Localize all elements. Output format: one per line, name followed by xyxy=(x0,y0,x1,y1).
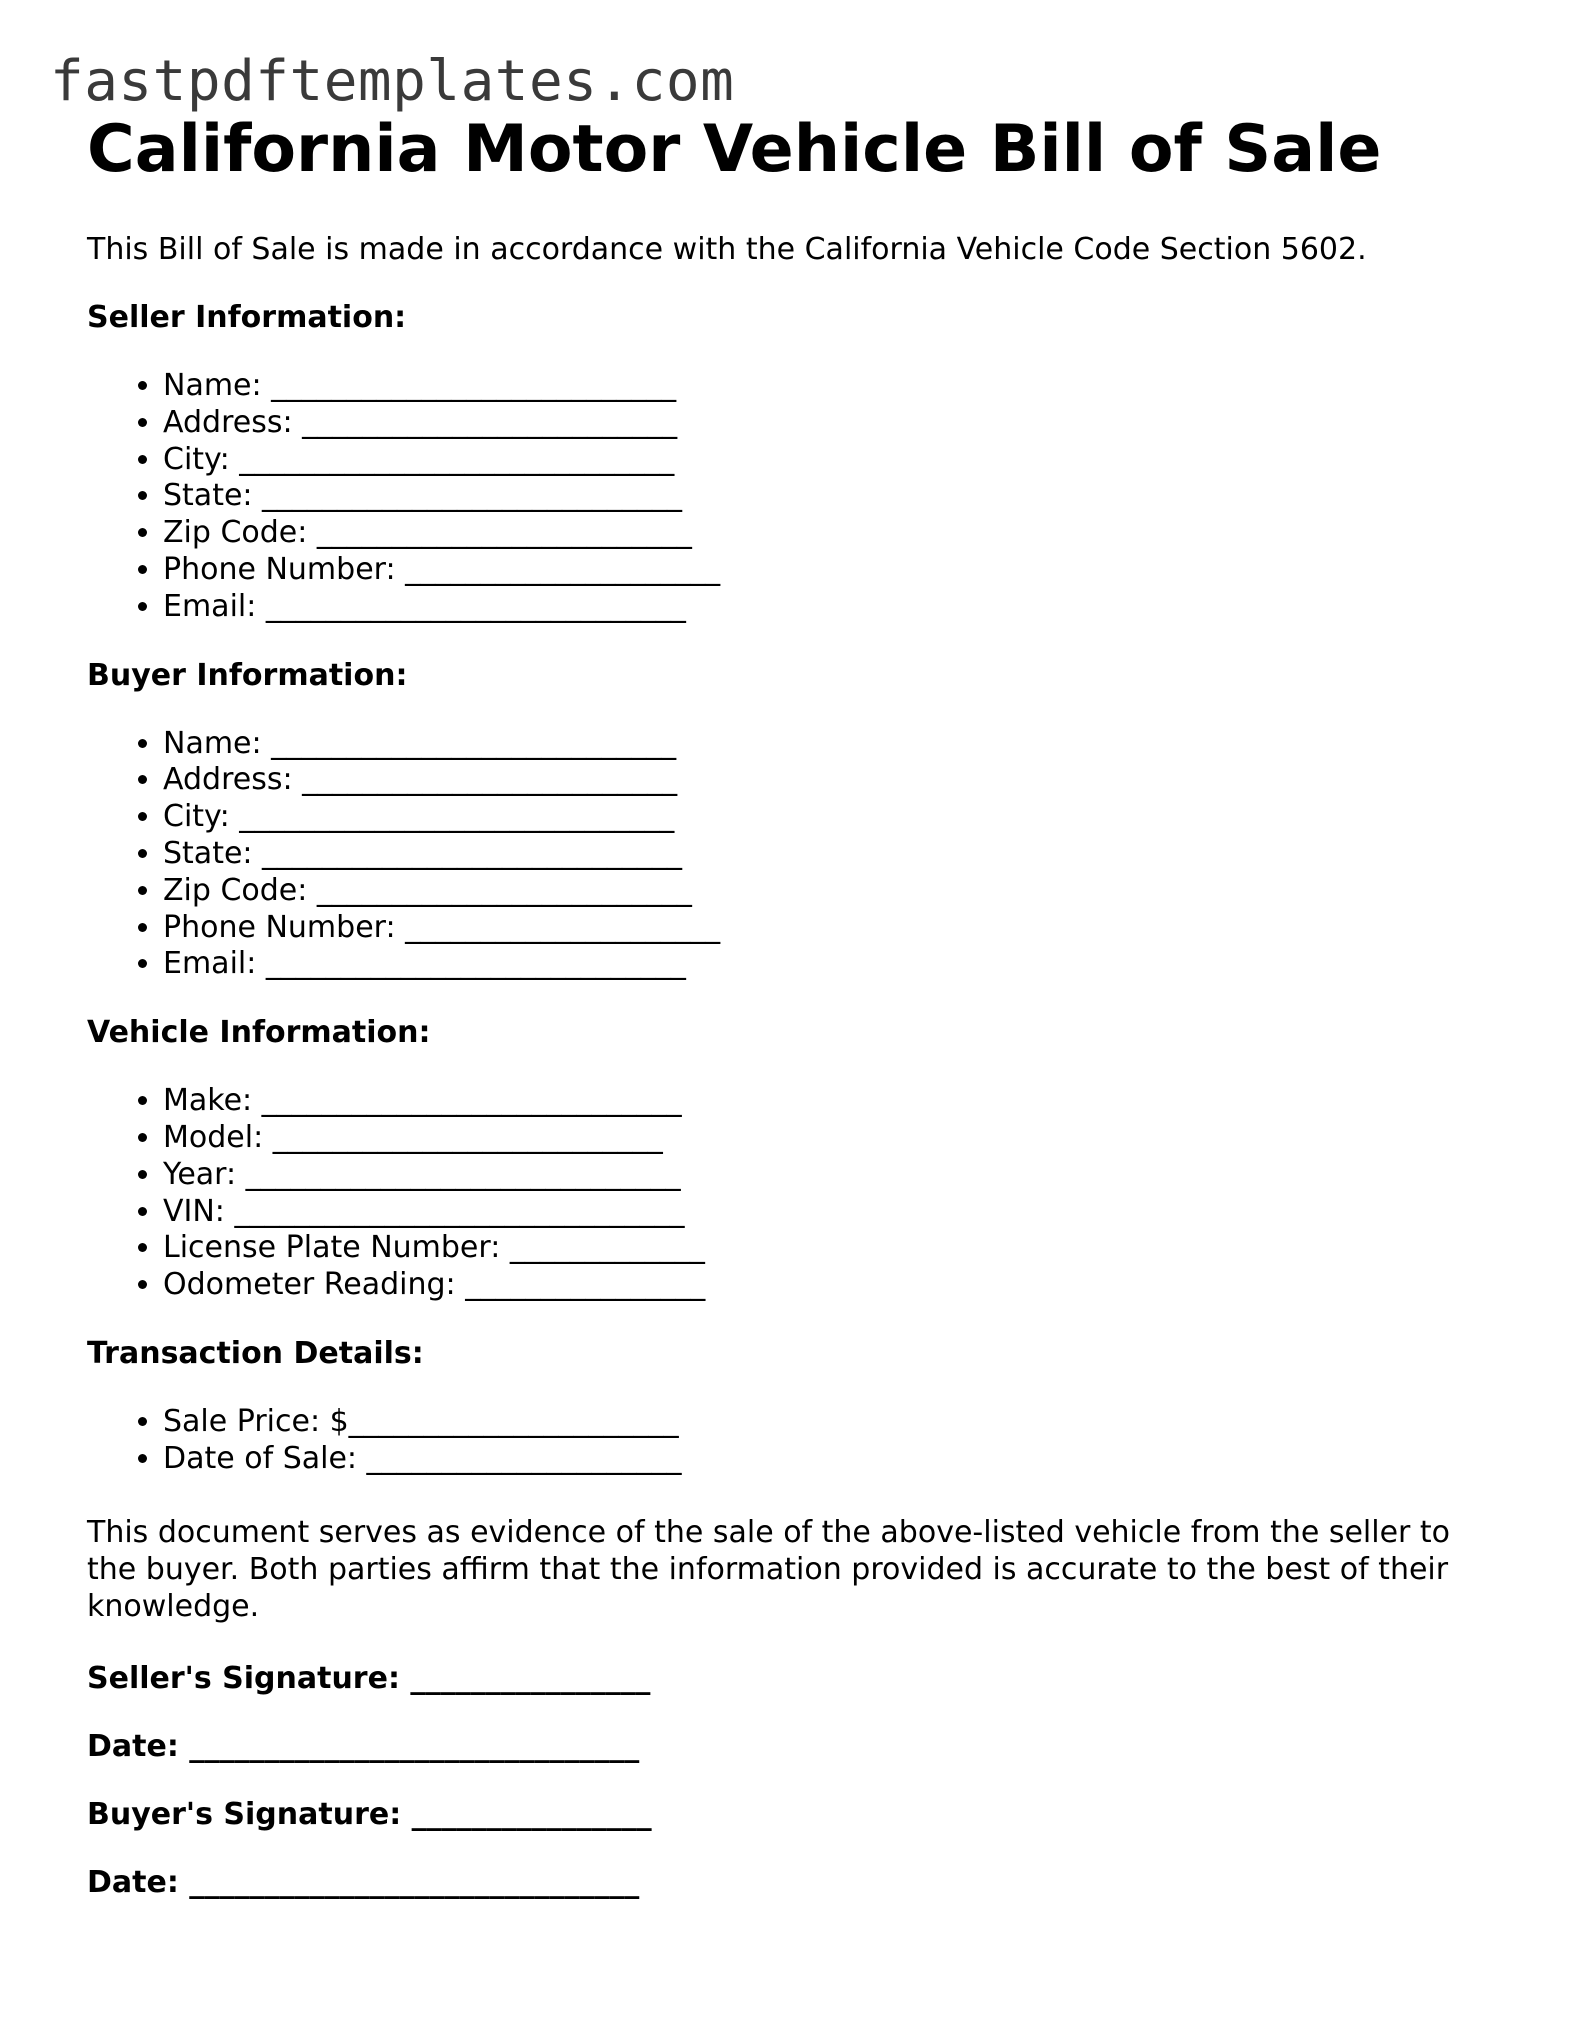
seller-date-field[interactable]: Date: ______________________________ xyxy=(87,1728,640,1764)
seller-name-field[interactable]: • Name: ___________________________ xyxy=(163,368,1507,405)
seller-email-field[interactable]: • Email: ____________________________ xyxy=(163,589,1507,626)
buyer-address-field[interactable]: • Address: _________________________ xyxy=(163,762,1507,799)
transaction-section-heading: Transaction Details: xyxy=(87,1335,424,1371)
seller-section-heading: Seller Information: xyxy=(87,300,407,335)
buyer-section-heading: Buyer Information: xyxy=(87,657,408,693)
seller-city-field[interactable]: • City: _____________________________ xyxy=(163,442,1507,479)
transaction-field-list xyxy=(87,1404,1507,1478)
vehicle-vin-field[interactable]: • VIN: ______________________________ xyxy=(163,1194,1507,1231)
buyer-field-list xyxy=(87,726,1507,984)
seller-state-field[interactable]: • State: ____________________________ xyxy=(163,478,1507,515)
vehicle-field-list xyxy=(87,1083,1507,1304)
vehicle-make-field[interactable]: • Make: ____________________________ xyxy=(163,1083,1507,1120)
buyer-date-field[interactable]: Date: ______________________________ xyxy=(87,1864,640,1900)
vehicle-model-field[interactable]: • Model: __________________________ xyxy=(163,1120,1507,1157)
seller-signature-field[interactable]: Seller's Signature: ________________ xyxy=(87,1660,651,1696)
sale-price-field[interactable]: • Sale Price: $______________________ xyxy=(163,1404,1507,1441)
watermark-text: fastpdftemplates.com xyxy=(50,49,735,114)
buyer-phone-field[interactable]: • Phone Number: _____________________ xyxy=(163,910,1507,947)
sale-date-field[interactable]: • Date of Sale: _____________________ xyxy=(163,1441,1507,1478)
vehicle-section-heading: Vehicle Information: xyxy=(87,1015,431,1051)
vehicle-odometer-field[interactable]: • Odometer Reading: ________________ xyxy=(163,1267,1507,1304)
seller-field-list xyxy=(87,368,1507,626)
buyer-zip-field[interactable]: • Zip Code: _________________________ xyxy=(163,873,1507,910)
document-page xyxy=(87,108,1507,1901)
buyer-signature-field[interactable]: Buyer's Signature: ________________ xyxy=(87,1796,652,1832)
page-title: California Motor Vehicle Bill of Sale xyxy=(87,112,1382,187)
seller-phone-field[interactable]: • Phone Number: _____________________ xyxy=(163,552,1507,589)
seller-address-field[interactable]: • Address: _________________________ xyxy=(163,405,1507,442)
buyer-name-field[interactable]: • Name: ___________________________ xyxy=(163,726,1507,763)
buyer-city-field[interactable]: • City: _____________________________ xyxy=(163,799,1507,836)
seller-zip-field[interactable]: • Zip Code: _________________________ xyxy=(163,515,1507,552)
vehicle-year-field[interactable]: • Year: _____________________________ xyxy=(163,1157,1507,1194)
buyer-state-field[interactable]: • State: ____________________________ xyxy=(163,836,1507,873)
buyer-email-field[interactable]: • Email: ____________________________ xyxy=(163,946,1507,983)
vehicle-plate-field[interactable]: • License Plate Number: _____________ xyxy=(163,1230,1507,1267)
closing-paragraph: This document serves as evidence of the sale of the above-listed vehicle from the seller to the buyer. Both parties affirm that the information provided is accurate to the best of their knowledge. xyxy=(87,1514,1451,1624)
intro-paragraph: This Bill of Sale is made in accordance with the California Vehicle Code Section 5602. xyxy=(87,232,1367,267)
